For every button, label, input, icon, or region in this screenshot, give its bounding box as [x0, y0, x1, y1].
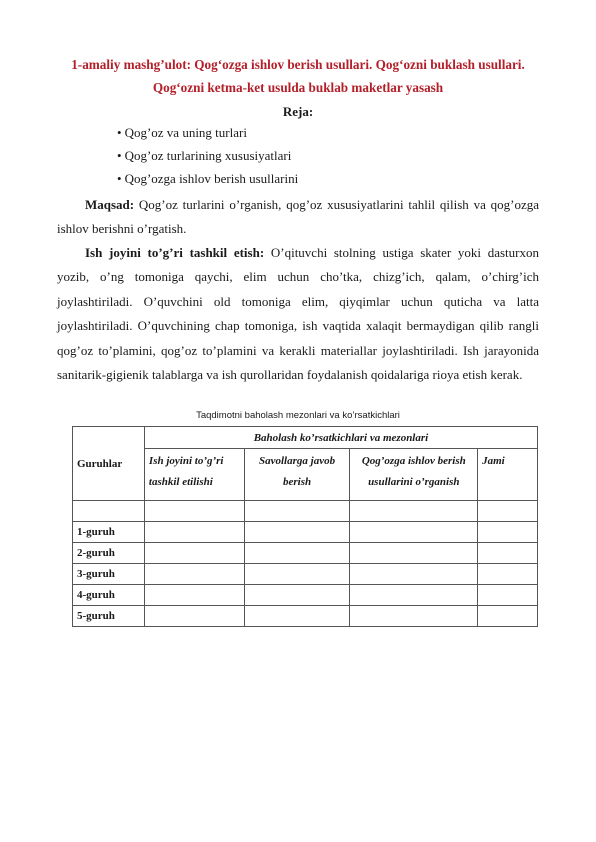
plan-item: • Qog’oz va uning turlari: [117, 125, 247, 140]
table-cell: [244, 606, 350, 627]
table-cell: [144, 606, 244, 627]
workplace-paragraph: [57, 241, 539, 387]
table-row: [73, 585, 538, 606]
group-label: 3-guruh: [73, 564, 145, 585]
table-cell: [350, 585, 478, 606]
table-header-row: [73, 427, 538, 449]
table-cell: [350, 543, 478, 564]
table-cell: [478, 522, 538, 543]
goal-label: Maqsad:: [85, 197, 135, 212]
goal-paragraph: [57, 193, 539, 242]
bullet-icon: •: [117, 148, 122, 163]
group-label: 5-guruh: [73, 606, 145, 627]
bullet-icon: •: [117, 125, 122, 140]
group-label: 1-guruh: [73, 522, 145, 543]
group-label: 2-guruh: [73, 543, 145, 564]
title-line-2: Qog‘ozni ketma-ket usulda buklab maketlar yasash: [152, 80, 444, 95]
table-cell: [244, 522, 350, 543]
evaluation-table: [72, 426, 538, 627]
table-blank-row: [73, 501, 538, 522]
workplace-text: O’qituvchi stolning ustiga skater yoki dasturxon yozib, o’ng tomoniga qaychi, elim uchun cho’tka, chizg’ich, qalam, o’chirg’ich joylashtiriladi. O’quvchini old tomoniga elim, qiyqimlar uchun quticha va latta joylashtiriladi. O’quvchining chap tomoniga, ish vaqtida xalaqit bermaydigan qilib rangli qog’oz to’plamini, qog’oz to’plamini va kerakli materiallar joylashtiriladi. Ish jarayonida sanitarik-gigienik talablarga va ish qurollaridan foydalanish qoidalariga rioya etish kerak.: [57, 245, 539, 383]
column-header-workplace: Ish joyini to’g’ri tashkil etilishi: [144, 449, 244, 501]
table-cell: [244, 543, 350, 564]
column-header-total: Jami: [478, 449, 538, 501]
plan-item: • Qog’oz turlarining xususiyatlari: [117, 148, 292, 163]
plan-item: • Qog’ozga ishlov berish usullarini: [117, 171, 299, 186]
table-cell: [244, 501, 350, 522]
column-header-answers: Savollarga javob berish: [244, 449, 350, 501]
table-cell: [478, 606, 538, 627]
table-cell: [350, 501, 478, 522]
table-cell: [478, 501, 538, 522]
goal-text: Qog’oz turlarini o’rganish, qog’oz xususiyatlarini tahlil qilish va qog’ozga ishlov berishni o’rgatish.: [57, 197, 539, 237]
column-header-methods: Qog’ozga ishlov berish usullarini o’rganish: [350, 449, 478, 501]
bullet-icon: •: [117, 171, 122, 186]
table-cell: [350, 564, 478, 585]
table-row: [73, 522, 538, 543]
table-cell: [73, 501, 145, 522]
title-line-1: 1-amaliy mashg’ulot: Qog‘ozga ishlov berish usullari. Qog‘ozni buklash usullari.: [71, 57, 525, 72]
workplace-label: Ish joyini to’g’ri tashkil etish:: [85, 245, 265, 260]
criteria-span-header: Baholash ko’rsatkichlari va mezonlari: [144, 427, 537, 449]
table-cell: [478, 564, 538, 585]
table-cell: [244, 585, 350, 606]
table-cell: [478, 585, 538, 606]
plan-heading: Reja:: [282, 104, 314, 119]
table-cell: [144, 585, 244, 606]
groups-header: Guruhlar: [73, 427, 145, 501]
table-cell: [478, 543, 538, 564]
table-cell: [350, 606, 478, 627]
table-row: [73, 543, 538, 564]
table-cell: [144, 543, 244, 564]
table-cell: [350, 522, 478, 543]
table-cell: [144, 522, 244, 543]
table-cell: [144, 501, 244, 522]
table-cell: [244, 564, 350, 585]
table-caption: Taqdimotni baholash mezonlari va ko’rsatkichlari: [196, 410, 400, 421]
table-row: [73, 564, 538, 585]
table-row: [73, 606, 538, 627]
group-label: 4-guruh: [73, 585, 145, 606]
table-cell: [144, 564, 244, 585]
